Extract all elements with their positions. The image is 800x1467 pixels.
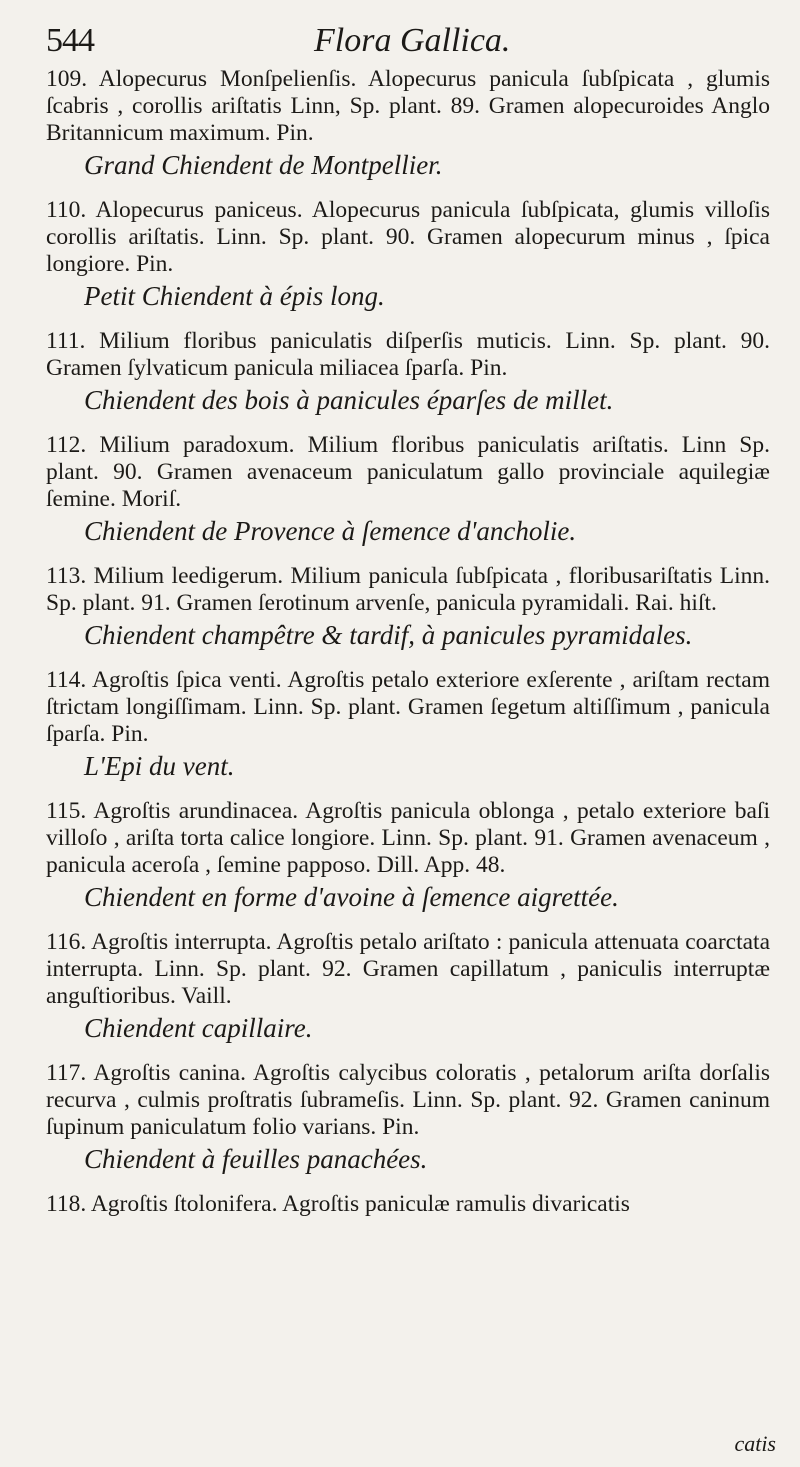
species-entry bbox=[46, 1191, 770, 1218]
french-name: Chiendent en forme d'avoine à ſemence aigrettée. bbox=[84, 882, 619, 912]
species-entry bbox=[46, 563, 770, 651]
latin-description: 113. Milium leedigerum. Milium panicula ſubſpicata , floribusariſtatis Linn. Sp. plant. 91. Gramen ſerotinum arvenſe, panicula pyramidali. Rai. hiſt. bbox=[46, 563, 770, 616]
species-entry bbox=[46, 1060, 770, 1175]
species-entry bbox=[46, 197, 770, 312]
species-entry bbox=[46, 432, 770, 547]
latin-description: 114. Agroſtis ſpica venti. Agroſtis petalo exteriore exſerente , ariſtam rectam ſtrictam longiſſimam. Linn. Sp. plant. Gramen ſegetum altiſſimum , panicula ſparſa. Pin. bbox=[46, 667, 770, 747]
latin-description: 116. Agroſtis interrupta. Agroſtis petalo ariſtato : panicula attenuata coarctata interrupta. Linn. Sp. plant. 92. Gramen capillatum , paniculis interruptæ anguſtioribus. Vaill. bbox=[46, 929, 770, 1009]
french-name: Petit Chiendent à épis long. bbox=[84, 281, 385, 311]
french-name: Chiendent champêtre & tardif, à panicules pyramidales. bbox=[84, 620, 693, 650]
latin-description: 111. Milium floribus paniculatis diſperſis muticis. Linn. Sp. plant. 90. Gramen ſylvaticum panicula miliacea ſparſa. Pin. bbox=[46, 328, 770, 381]
french-name: Chiendent à feuilles panachées. bbox=[84, 1144, 428, 1174]
page-header bbox=[46, 22, 770, 66]
latin-description: 115. Agroſtis arundinacea. Agroſtis panicula oblonga , petalo exteriore baſi villoſo , ariſta torta calice longiore. Linn. Sp. plant. 91. Gramen avenaceum , panicula aceroſa , ſemine papposo. Dill. App. 48. bbox=[46, 798, 770, 878]
latin-description: 110. Alopecurus paniceus. Alopecurus panicula ſubſpicata, glumis villoſis corollis ariſtatis. Linn. Sp. plant. 90. Gramen alopecurum minus , ſpica longiore. Pin. bbox=[46, 197, 770, 277]
species-entry bbox=[46, 667, 770, 782]
french-name: Chiendent de Provence à ſemence d'ancholie. bbox=[84, 516, 577, 546]
latin-description: 112. Milium paradoxum. Milium floribus paniculatis ariſtatis. Linn Sp. plant. 90. Gramen avenaceum paniculatum gallo provinciale aquilegiæ ſemine. Moriſ. bbox=[46, 432, 770, 512]
running-title: Flora Gallica. bbox=[314, 22, 511, 59]
latin-description: 109. Alopecurus Monſpelienſis. Alopecurus panicula ſubſpicata , glumis ſcabris , corollis ariſtatis Linn, Sp. plant. 89. Gramen alopecuroides Anglo Britannicum maximum. Pin. bbox=[46, 66, 770, 146]
catchword: catis bbox=[734, 1431, 776, 1456]
french-name: Chiendent capillaire. bbox=[84, 1013, 313, 1043]
latin-description: 118. Agroſtis ſtolonifera. Agroſtis paniculæ ramulis divaricatis bbox=[46, 1191, 630, 1217]
latin-description: 117. Agroſtis canina. Agroſtis calycibus coloratis , petalorum ariſta dorſalis recurva , culmis proſtratis ſubrameſis. Linn. Sp. plant. 92. Gramen caninum ſupinum paniculatum folio varians. Pin. bbox=[46, 1060, 770, 1140]
french-name: Chiendent des bois à panicules éparſes de millet. bbox=[84, 385, 614, 415]
french-name: Grand Chiendent de Montpellier. bbox=[84, 150, 443, 180]
french-name: L'Epi du vent. bbox=[84, 751, 235, 781]
species-entry bbox=[46, 328, 770, 416]
species-entry bbox=[46, 798, 770, 913]
page-number: 544 bbox=[46, 22, 94, 59]
species-entry bbox=[46, 66, 770, 181]
species-entry bbox=[46, 929, 770, 1044]
